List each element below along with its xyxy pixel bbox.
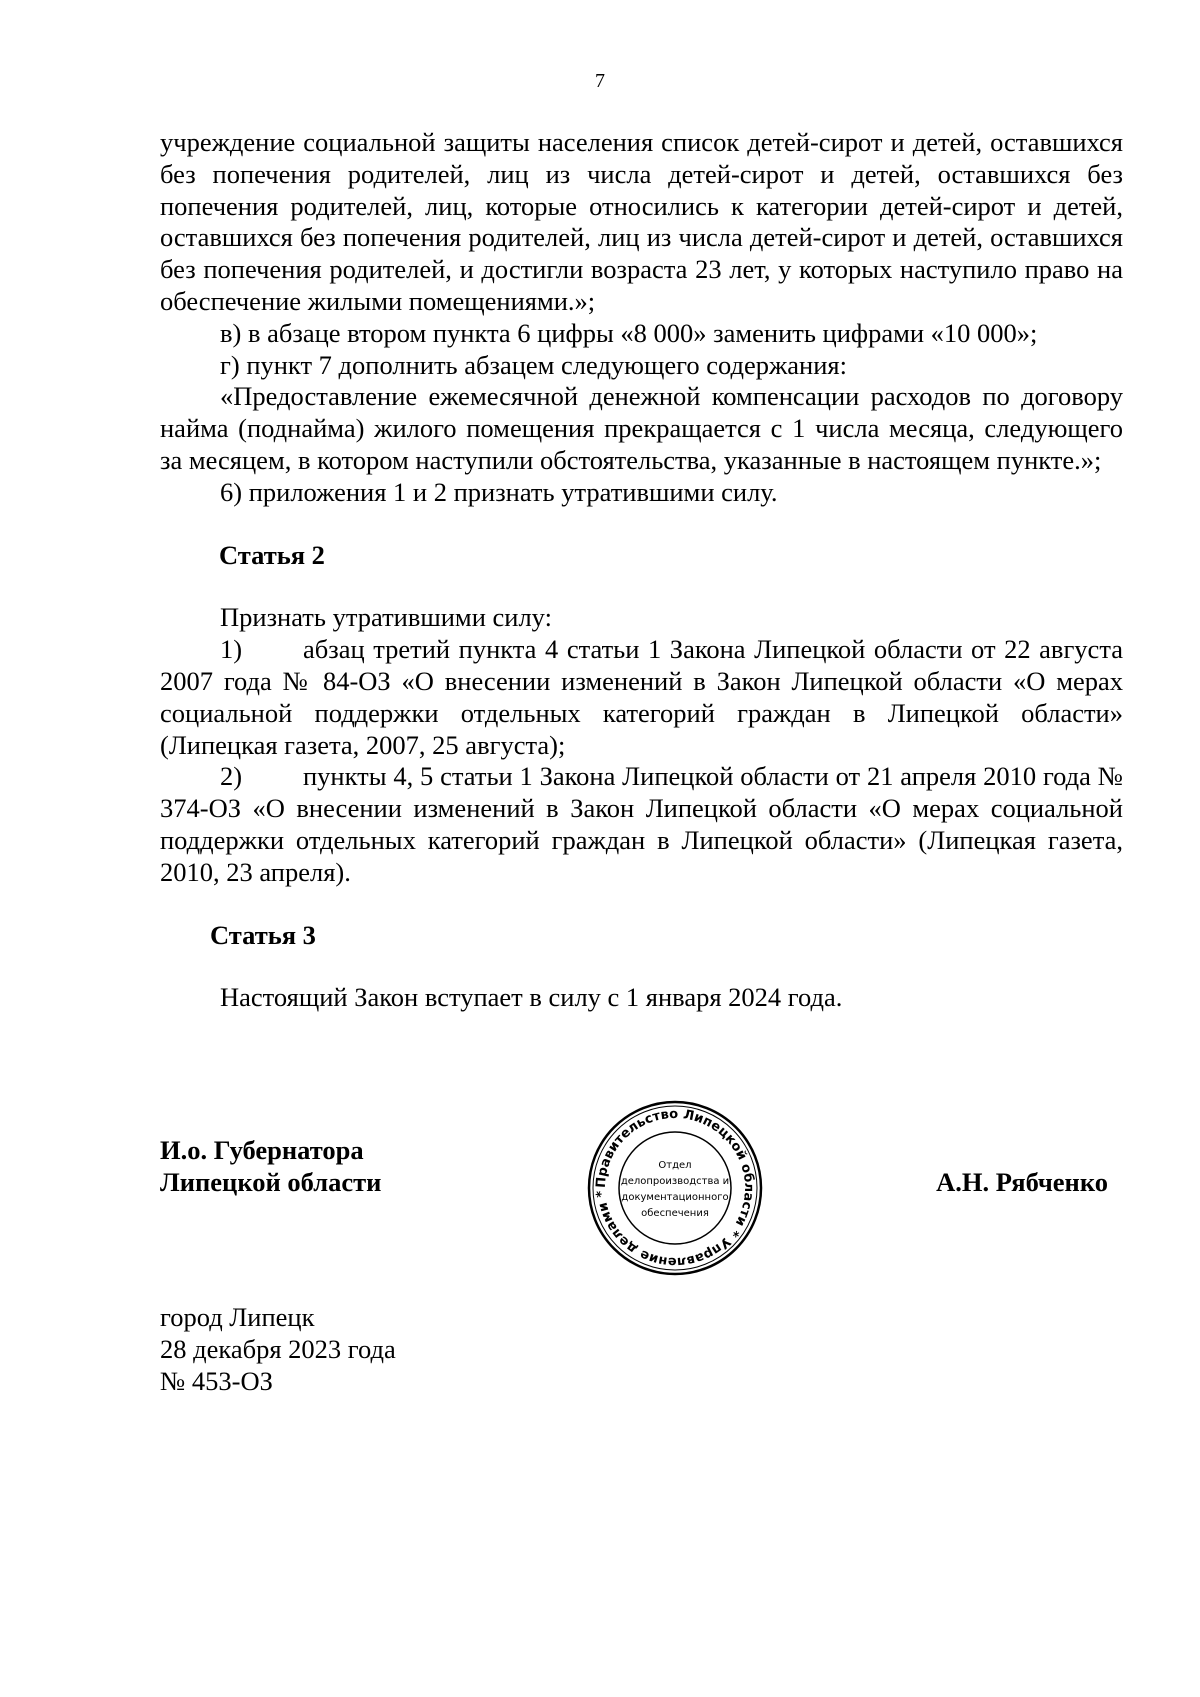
seal-outer-text: Правительство Липецкой области * Управление делами * — [593, 1106, 757, 1270]
footer-date: 28 декабря 2023 года — [160, 1333, 396, 1364]
page-number: 7 — [595, 70, 605, 92]
article-2-intro: Признать утратившими силу: — [220, 602, 552, 633]
article-2-title: Статья 2 — [219, 539, 325, 570]
paragraph-continuation: учреждение социальной защиты населения список детей-сирот и детей, оставшихся без попечения родителей, лиц из числа детей-сирот и детей, оставшихся без попечения родителей, лиц, которые относились к категории детей-сирот и детей, оставшихся без попечения родителей, лиц из числа детей-сирот и детей, оставшихся без попечения родителей, и достигли возраста 23 лет, у которых наступило право на обеспечение жилыми помещениями.»; — [160, 127, 1123, 316]
article-2-item-2 — [160, 761, 1123, 888]
position-line-1: И.о. Губернатора — [160, 1135, 364, 1165]
document-footer — [160, 1302, 396, 1397]
paragraph-amendment-6: 6) приложения 1 и 2 признать утратившими силу. — [220, 476, 778, 507]
signatory-position — [160, 1135, 381, 1199]
paragraph-amendment-v: в) в абзаце втором пункта 6 цифры «8 000» заменить цифрами «10 000»; — [220, 317, 1038, 348]
seal-inner-line-4: обеспечения — [641, 1208, 709, 1219]
paragraph-quoted-addition: «Предоставление ежемесячной денежной компенсации расходов по договору найма (поднайма) жилого помещения прекращается с 1 числа месяца, следующего за месяцем, в котором наступили обстоятельства, указанные в настоящем пункте.»; — [160, 381, 1123, 475]
item-number: 2) — [220, 761, 243, 792]
seal-inner-line-1: Отдел — [658, 1160, 692, 1171]
document-body — [160, 127, 1123, 1014]
article-2-item-1 — [160, 634, 1123, 761]
item-number: 1) — [220, 634, 243, 665]
item-text: пункты 4, 5 статьи 1 Закона Липецкой области от 21 апреля 2010 года № 374-ОЗ «О внесении изменений в Закон Липецкой области «О мерах социальной поддержки отдельных категорий граждан в Липецкой области» (Липецкая газета, 2010, 23 апреля). — [160, 761, 1123, 887]
seal-inner-line-3: документационного — [621, 1192, 729, 1203]
footer-city: город Липецк — [160, 1302, 315, 1332]
position-line-2: Липецкой области — [160, 1166, 382, 1197]
seal-inner-ring — [619, 1132, 731, 1244]
seal-outer-ring — [589, 1102, 761, 1274]
article-3-title: Статья 3 — [210, 919, 316, 950]
article-3-text: Настоящий Закон вступает в силу с 1 января 2024 года. — [220, 982, 843, 1013]
item-text: абзац третий пункта 4 статьи 1 Закона Липецкой области от 22 августа 2007 года № 84-ОЗ «О внесении изменений в Закон Липецкой области «О мерах социальной поддержки отдельных категорий граждан в Липецкой области» (Липецкая газета, 2007, 25 августа); — [160, 634, 1123, 760]
footer-law-number: № 453-ОЗ — [160, 1365, 273, 1396]
seal-outer-ring-inner — [593, 1106, 757, 1270]
seal-inner-line-2: делопроизводства и — [620, 1176, 730, 1187]
official-seal — [585, 1098, 765, 1278]
paragraph-amendment-g: г) пункт 7 дополнить абзацем следующего содержания: — [220, 349, 847, 380]
signatory-name: А.Н. Рябченко — [936, 1167, 1108, 1197]
